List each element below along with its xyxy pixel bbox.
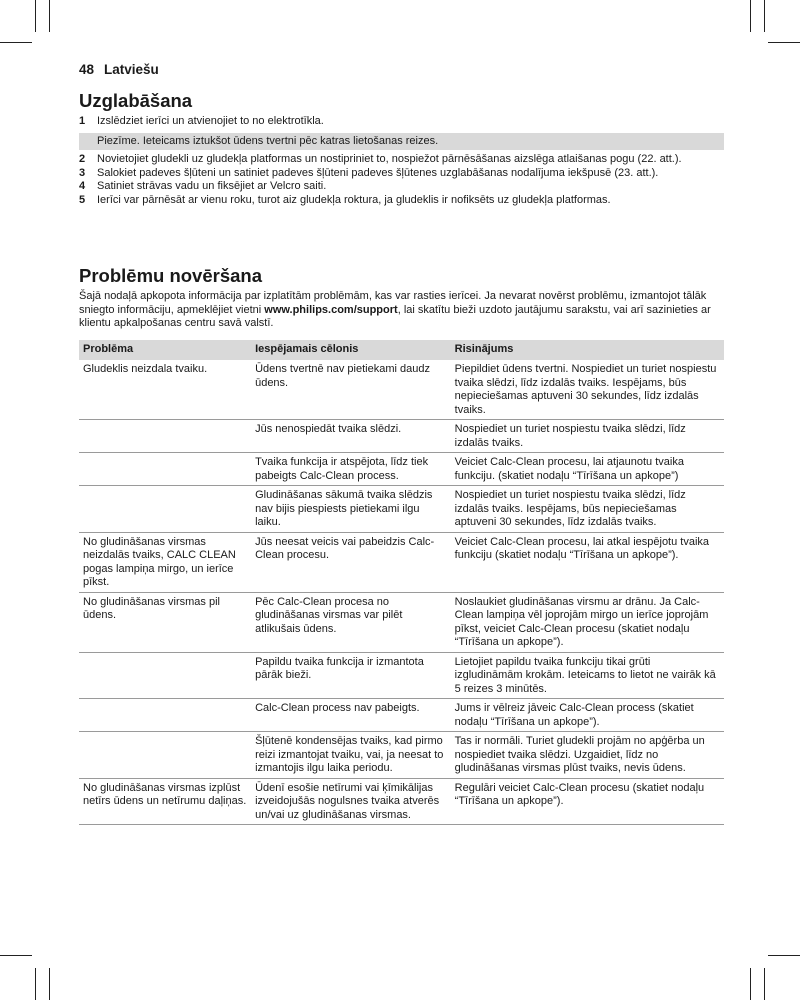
cell-solution: Tas ir normāli. Turiet gludekli projām no apģērba un nospiediet tvaika slēdzi. Uzgaidiet, līdz no gludināšanas virsmas plūst tvaiks, nevis ūdens. [451, 732, 724, 779]
cell-cause: Jūs nenospiedāt tvaika slēdzi. [251, 420, 451, 453]
storage-title: Uzglabāšana [79, 90, 193, 111]
cell-cause: Gludināšanas sākumā tvaika slēdzis nav bijis piespiests pietiekami ilgu laiku. [251, 486, 451, 533]
column-header-solution: Risinājums [451, 340, 724, 360]
note-box: Piezīme. Ieteicams iztukšot ūdens tvertni pēc katras lietošanas reizes. [79, 133, 724, 151]
cell-problem [79, 486, 251, 533]
troubleshooting-title: Problēmu novēršana [79, 265, 263, 286]
step-number: 1 [79, 115, 86, 127]
cell-solution: Noslaukiet gludināšanas virsmu ar drānu. Ja Calc-Clean lampiņa vēl joprojām mirgo un ierīce joprojām pīkst, veiciet Calc-Clean procesu (skatiet nodaļu “Tīrīšana un apkope”). [451, 592, 724, 652]
intro-text-end: , lai skatītu bieži uzdoto jautājumu sarakstu, vai arī sazinieties ar klientu apkalpošanas centru savā valstī. [79, 303, 711, 329]
crop-mark [764, 968, 765, 1000]
step-number: 2 [79, 153, 86, 165]
cell-cause: Tvaika funkcija ir atspējota, līdz tiek pabeigts Calc-Clean process. [251, 453, 451, 486]
cell-problem [79, 732, 251, 779]
column-header-cause: Iespējamais cēlonis [251, 340, 451, 360]
crop-mark [764, 0, 765, 32]
step-item [79, 153, 724, 167]
page-header [79, 62, 159, 77]
crop-mark [768, 955, 800, 956]
crop-mark [49, 968, 50, 1000]
crop-mark [750, 0, 751, 32]
step-item [79, 194, 724, 208]
step-number: 5 [79, 193, 86, 206]
cell-cause: Pēc Calc-Clean procesa no gludināšanas virsmas var pilēt atlikušais ūdens. [251, 592, 451, 652]
cell-cause: Calc-Clean process nav pabeigts. [251, 699, 451, 732]
cell-problem [79, 453, 251, 486]
table-row [79, 732, 724, 779]
crop-mark [768, 42, 800, 43]
column-header-problem: Problēma [79, 340, 251, 360]
step-text: Novietojiet gludekli uz gludekļa platformas un nostipriniet to, nospiežot pārnēsāšanas aizslēga atlaišanas pogu (22. att.). [97, 153, 682, 165]
cell-problem [79, 699, 251, 732]
step-item [79, 167, 724, 181]
cell-solution: Veiciet Calc-Clean procesu, lai atkal iespējotu tvaika funkciju (skatiet nodaļu “Tīrīšana un apkope”). [451, 532, 724, 592]
troubleshooting-table [79, 340, 724, 825]
cell-problem: Gludeklis neizdala tvaiku. [79, 360, 251, 420]
step-text: Salokiet padeves šļūteni un satiniet padeves šļūteni padeves šļūtenes uzglabāšanas nodalījuma iekšpusē (23. att.). [97, 166, 659, 179]
table-row [79, 592, 724, 652]
crop-mark [35, 0, 36, 32]
cell-cause: Jūs neesat veicis vai pabeidzis Calc-Clean procesu. [251, 532, 451, 592]
table-header-row [79, 340, 724, 360]
intro-text: Šajā nodaļā apkopota informācija par izplatītām problēmām, kas var rasties ierīcei. Ja nevarat novērst problēmu, izmantojot tālāk sniegto informāciju, apmeklējiet vietni [79, 290, 707, 316]
cell-problem [79, 652, 251, 699]
table-row [79, 778, 724, 825]
crop-mark [0, 42, 32, 43]
cell-solution: Regulāri veiciet Calc-Clean procesu (skatiet nodaļu “Tīrīšana un apkope”). [451, 778, 724, 825]
crop-mark [49, 0, 50, 32]
cell-solution: Jums ir vēlreiz jāveic Calc-Clean process (skatiet nodaļu “Tīrīšana un apkope”). [451, 699, 724, 732]
cell-solution: Lietojiet papildu tvaika funkciju tikai grūti izgludināmām krokām. Ieteicams to lietot ne vairāk kā 5 reizes 3 minūtēs. [451, 652, 724, 699]
step-text: Ierīci var pārnēsāt ar vienu roku, turot aiz gludekļa roktura, ja gludeklis ir nofiksēts uz gludekļa platformas. [97, 193, 611, 206]
cell-cause: Šļūtenē kondensējas tvaiks, kad pirmo reizi izmantojat tvaiku, vai, ja neesat to izmantojis ilgu laika periodu. [251, 732, 451, 779]
table-row [79, 699, 724, 732]
cell-problem: No gludināšanas virsmas izplūst netīrs ūdens un netīrumu daļiņas. [79, 778, 251, 825]
cell-solution: Veiciet Calc-Clean procesu, lai atjaunotu tvaika funkciju. (skatiet nodaļu “Tīrīšana un apkope”) [451, 453, 724, 486]
step-text: Satiniet strāvas vadu un fiksējiet ar Velcro saiti. [97, 180, 327, 192]
cell-problem [79, 420, 251, 453]
step-item [79, 115, 724, 129]
step-item [79, 180, 724, 194]
table-row [79, 360, 724, 420]
table-row [79, 652, 724, 699]
cell-cause: Papildu tvaika funkcija ir izmantota pārāk bieži. [251, 652, 451, 699]
cell-solution: Nospiediet un turiet nospiestu tvaika slēdzi, līdz izdalās tvaiks. Iespējams, būs nepieciešamas aptuveni 30 sekundes, līdz izdalās tvaiks. [451, 486, 724, 533]
cell-solution: Piepildiet ūdens tvertni. Nospiediet un turiet nospiestu tvaika slēdzi, līdz izdalās tvaiks. Iespējams, būs nepieciešamas aptuveni 30 sekundes, līdz izdalās tvaiks. [451, 360, 724, 420]
step-number: 3 [79, 166, 86, 179]
crop-mark [0, 955, 32, 956]
step-number: 4 [79, 180, 86, 192]
step-text: Izslēdziet ierīci un atvienojiet to no elektrotīkla. [97, 115, 324, 127]
page-number: 48 [79, 62, 95, 77]
page-language: Latviešu [104, 62, 159, 77]
cell-cause: Ūdens tvertnē nav pietiekami daudz ūdens. [251, 360, 451, 420]
crop-mark [35, 968, 36, 1000]
table-row [79, 532, 724, 592]
cell-cause: Ūdenī esošie netīrumi vai ķīmikālijas izveidojušās nogulsnes tvaika atverēs un/vai uz gludināšanas virsmas. [251, 778, 451, 825]
table-row [79, 420, 724, 453]
table-row [79, 453, 724, 486]
storage-steps [79, 115, 724, 207]
crop-mark [750, 968, 751, 1000]
support-link[interactable]: www.philips.com/support [264, 303, 398, 316]
cell-solution: Nospiediet un turiet nospiestu tvaika slēdzi, līdz izdalās tvaiks. [451, 420, 724, 453]
table-row [79, 486, 724, 533]
cell-problem: No gludināšanas virsmas neizdalās tvaiks, CALC CLEAN pogas lampiņa mirgo, un ierīce pīkst. [79, 532, 251, 592]
troubleshooting-intro [79, 290, 724, 331]
cell-problem: No gludināšanas virsmas pil ūdens. [79, 592, 251, 652]
